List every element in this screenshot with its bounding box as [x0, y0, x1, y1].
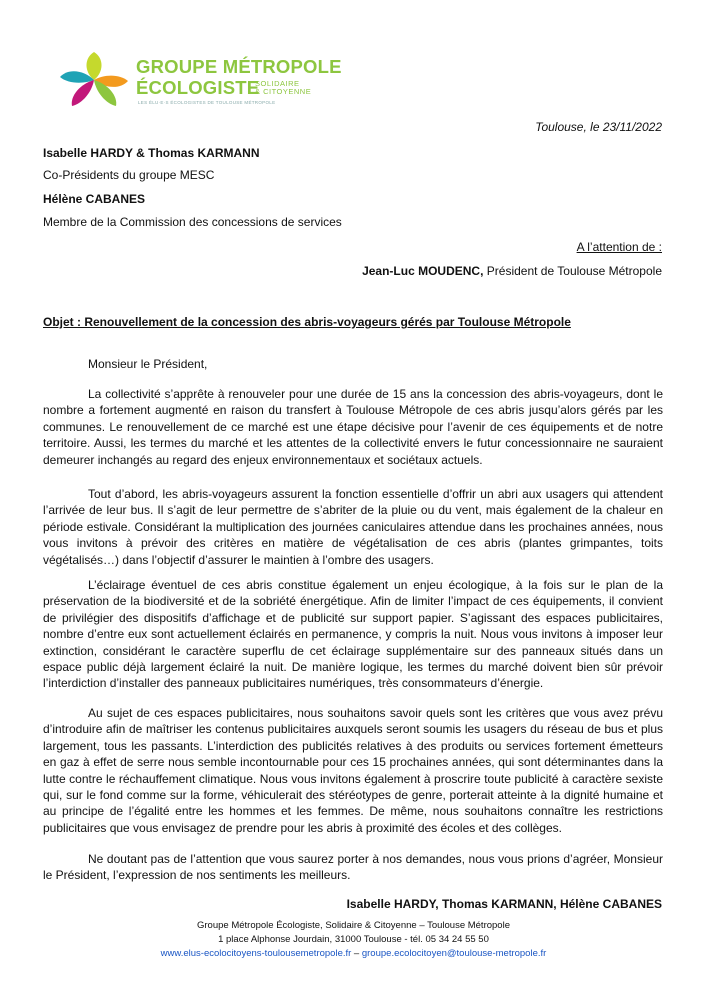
paragraph-4: Au sujet de ces espaces publicitaires, nous souhaitons savoir quels sont les critères que vous avez prévu d’introduire afin de maîtriser les contenus publicitaires auxquels seront soumis les usagers du réseau de bus et plus largement, tous les passants. L’interdiction des publicités relatives à des produits ou services fortement émetteurs en gaz à effet de serre nous semble incontournable pour ces 15 prochaines années, qui sont déterminantes dans la lutte contre le réchauffement climatique. Nous vous invitons également à proscrire toute publicité à caractère sexiste qui, sur le fond comme sur la forme, véhiculerait des stéréotypes de genre, porterait atteinte à la dignité humaine et au principe de l’égalité entre les hommes et les femmes. De même, nous souhaitons connaître les restrictions publicitaires que vous envisagez de prendre pour les abris à proximité des écoles et des collèges.: [43, 706, 663, 835]
footer-website-link[interactable]: www.elus-ecolocitoyens-toulousemetropole.fr: [160, 948, 352, 959]
letter-date: Toulouse, le 23/11/2022: [535, 120, 662, 134]
paragraph-3: L’éclairage éventuel de ces abris constitue également un enjeu écologique, à la fois sur le plan de la préservation de la biodiversité et de la sobriété énergétique. Afin de limiter l’impact de ces équipements, il convient de privilégier des dispositifs d’affichage et de publicité sur support papier. S’agissant des espaces publicitaires, nombre d’entre eux sont actuellement éclairés en permanence, y compris la nuit. Nous vous invitons à imposer leur extinction, considérant le caractère superflu de cet éclairage supplémentaire sur des panneaux situés dans un espace public déjà largement éclairé la nuit. De manière logique, les termes du marché doivent bien sûr prévoir l’interdiction d’installer des panneaux publicitaires numériques, très consommateurs d’énergie.: [43, 578, 663, 691]
footer-email-link[interactable]: groupe.ecolocitoyen@toulouse-metropole.fr: [361, 948, 547, 959]
recipient-name: Jean-Luc MOUDENC,: [362, 264, 484, 278]
logo-title-line1: GROUPE MÉTROPOLE: [136, 56, 342, 77]
paragraph-5: Ne doutant pas de l’attention que vous saurez porter à nos demandes, nous vous prions d’agréer, Monsieur le Président, l’expression de nos sentiments les meilleurs.: [43, 852, 663, 883]
logo-subtitle-2: & CITOYENNE: [255, 87, 312, 96]
group-logo: [58, 50, 358, 112]
recipient: [362, 264, 662, 278]
salutation: Monsieur le Président,: [88, 357, 208, 371]
logo-subtitle: [255, 80, 311, 96]
logo-subtitle-1: SOLIDAIRE: [255, 79, 300, 88]
paragraph-2: Tout d’abord, les abris-voyageurs assurent la fonction essentielle d’offrir un abri aux usagers qui attendent l’arrivée de leur bus. Il s’agit de leur permettre de s’abriter de la pluie ou du vent, mais également de la chaleur en période estivale. Considérant la multiplication des journées caniculaires attendue dans les prochaines années, nous vous invitons à prévoir des critères en matière de végétalisation de ces abris (plantes grimpantes, toits végétalisés…) dans l’objectif d’assurer le maintien à l’ombre des usagers.: [43, 487, 663, 567]
sender-name-1: Isabelle HARDY & Thomas KARMANN: [43, 146, 260, 160]
paragraph-1: La collectivité s’apprête à renouveler pour une durée de 15 ans la concession des abris-voyageurs, dont le nombre a fortement augmenté en raison du transfert à Toulouse Métropole de ces abris jusqu’alors gérés par les communes. Le renouvellement de ce marché est une étape décisive pour l’avenir de ces équipements et de notre territoire. Aussi, les termes du marché et les attentes de la collectivité envers le futur concessionnaire ne sauraient demeurer inchangés au regard des enjeux environnementaux et sociétaux actuels.: [43, 387, 663, 467]
footer-line-1: Groupe Métropole Écologiste, Solidaire & Citoyenne – Toulouse Métropole: [197, 920, 510, 931]
footer-links: [0, 948, 707, 959]
recipient-title: Président de Toulouse Métropole: [483, 264, 662, 278]
logo-title-line2: ÉCOLOGISTE: [136, 77, 260, 98]
footer-separator: –: [351, 948, 362, 959]
sender-role-1: Co-Présidents du groupe MESC: [43, 168, 215, 182]
attention-label: A l’attention de :: [576, 240, 662, 254]
sender-name-2: Hélène CABANES: [43, 192, 146, 206]
sender-role-2: Membre de la Commission des concessions de services: [43, 215, 342, 229]
footer-line-2: 1 place Alphonse Jourdain, 31000 Toulouse - tél. 05 34 24 55 50: [218, 934, 489, 945]
flower-logo-icon: [58, 50, 130, 112]
logo-tagline: LES ÉLU·E·S ÉCOLOGISTES DE TOULOUSE MÉTROPOLE: [138, 100, 276, 105]
signature: Isabelle HARDY, Thomas KARMANN, Hélène CABANES: [346, 897, 662, 911]
letter-subject: Objet : Renouvellement de la concession des abris-voyageurs gérés par Toulouse Métropole: [43, 315, 571, 329]
